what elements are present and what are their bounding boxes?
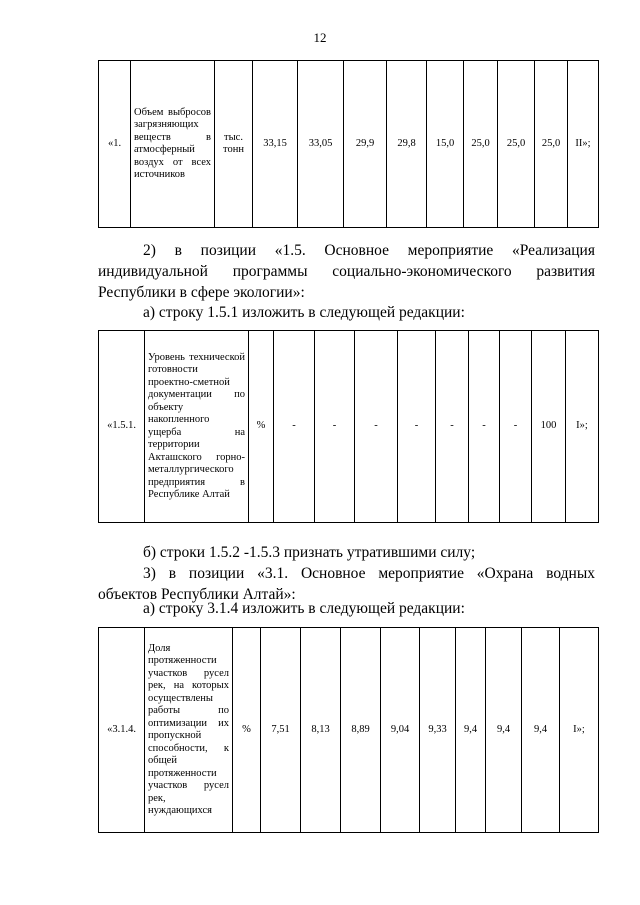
value-cell: 9,4 (486, 628, 522, 833)
paragraph-3: 3) в позиции «3.1. Основное мероприятие «Охрана водных объектов Республики Алтай»: (98, 565, 595, 603)
instruction-a1: а) строку 1.5.1 изложить в следующей редакции: (143, 304, 465, 321)
value-cell: 25,0 (535, 61, 568, 228)
unit-cell: % (249, 331, 274, 523)
instruction-a2: а) строку 3.1.4 изложить в следующей редакции: (143, 600, 465, 617)
indicator-description: Доля протяженности участков русел рек, на которых осуществлены работы по оптимизации их пропускной способности, к общей протяженности участков русел рек, нуждающихся (145, 628, 233, 833)
value-cell: 25,0 (498, 61, 535, 228)
value-cell: 7,51 (261, 628, 301, 833)
tail-cell: I»; (566, 331, 599, 523)
row-number: «1. (99, 61, 131, 228)
instruction-b: б) строки 1.5.2 -1.5.3 признать утратившими силу; (143, 544, 476, 561)
value-cell: - (274, 331, 315, 523)
value-cell: - (398, 331, 436, 523)
value-cell: 100 (532, 331, 566, 523)
value-cell: 15,0 (427, 61, 464, 228)
paragraph-2: 2) в позиции «1.5. Основное мероприятие «Реализация индивидуальной программы социально-экономического развития Республики в сфере экологии»: (98, 242, 595, 301)
value-cell: 29,9 (344, 61, 387, 228)
row-number: «1.5.1. (99, 331, 145, 523)
value-cell: 9,4 (522, 628, 560, 833)
table-row-1-5-1 (98, 330, 599, 523)
table-row-1 (98, 60, 599, 228)
value-cell: 9,33 (420, 628, 456, 833)
value-cell: 33,15 (253, 61, 298, 228)
value-cell: 33,05 (298, 61, 344, 228)
value-cell: 9,4 (456, 628, 486, 833)
value-cell: - (469, 331, 500, 523)
table-row-3-1-4 (98, 627, 599, 833)
value-cell: - (315, 331, 355, 523)
page-number: 12 (313, 30, 327, 45)
value-cell: 25,0 (464, 61, 498, 228)
tail-cell: I»; (560, 628, 599, 833)
value-cell: 8,89 (341, 628, 381, 833)
value-cell: - (436, 331, 469, 523)
value-cell: - (355, 331, 398, 523)
value-cell: - (500, 331, 532, 523)
value-cell: 29,8 (387, 61, 427, 228)
unit-cell: тыс. тонн (215, 61, 253, 228)
indicator-description: Объем выбросов загрязняющих веществ в атмосферный воздух от всех источников (131, 61, 215, 228)
tail-cell: II»; (568, 61, 599, 228)
unit-cell: % (233, 628, 261, 833)
value-cell: 9,04 (381, 628, 420, 833)
value-cell: 8,13 (301, 628, 341, 833)
row-number: «3.1.4. (99, 628, 145, 833)
indicator-description: Уровень технической готовности проектно-сметной документации по объекту накопленного ущерба на территории Акташского горно-металлургического предприятия в Республике Алтай (145, 331, 249, 523)
